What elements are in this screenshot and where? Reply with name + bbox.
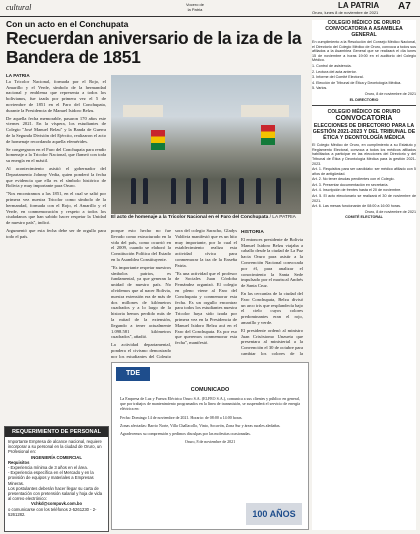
issue-date: Oruro, lunes 8 de noviembre de 2021 xyxy=(312,10,379,15)
article-column-4 xyxy=(241,228,303,358)
bolivian-flag xyxy=(261,125,275,145)
person-figure xyxy=(131,178,136,204)
ad-paragraph: Agradecemos su comprensión y pedimos disculpas por las molestias ocasionadas. xyxy=(120,431,251,437)
company-logo: TDE xyxy=(116,367,150,381)
article-paragraph: La Tricolor Nacional, formada por el Rojo, el Amarillo y el Verde, símbolo de la hermandad nacional y emblema que representa a todos los bolivianos, fue izada por primera vez el 5 de noviembre de 1851 en el Faro del Conchupata, durante la Presidencia de Manuel Isidoro Belzu. xyxy=(6,78,106,113)
article-paragraph: El presidente ordenó al ministro Juan Crisóstomo Unzueta que presentara al ministerial a la Convención el 30 de octubre para cambiar los colores de la xyxy=(241,327,303,356)
article-paragraph: porque esto hecho no fue llevado como estructurado en la vida del país, como ocurrió en el 2009, cuando se elaboró la Constitución Política del Estado en la Asamblea Constituyente. xyxy=(111,228,171,262)
requirement-item: - Experiencia mínima de 3 años en el área. xyxy=(8,465,88,471)
ad-body xyxy=(120,396,300,447)
notice-item: 5. Varios. xyxy=(312,86,328,91)
job-title: REQUERIMIENTO DE PERSONAL xyxy=(5,427,108,437)
job-requirement-box xyxy=(4,426,109,532)
byline: LA PATRIA xyxy=(6,73,30,78)
notice-item: Art. 2. No tener deudas pendientes con el Colegio. xyxy=(312,177,395,182)
person-figure xyxy=(143,178,148,204)
bolivian-flag xyxy=(151,130,165,150)
article-headline: Recuerdan aniversario de la iza de la Bandera de 1851 xyxy=(6,28,302,67)
article-column-2 xyxy=(111,228,171,358)
ad-paragraph: La Empresa de Luz y Fuerza Eléctrica Oruro S.A. (ELFEO S.A.), comunica a sus clientes y público en general, que por trabajos de mantenimiento programados en la línea de transmisión, se suspenderá el servicio de energía eléctrica en: xyxy=(120,396,300,412)
notice-item: 2. Lectura del acta anterior. xyxy=(312,69,357,74)
advertisement xyxy=(111,362,309,530)
section-subhead: HISTORIA xyxy=(241,230,264,235)
ad-title: COMUNICADO xyxy=(190,387,230,393)
header-tagline: Vocero de la Patria xyxy=(185,2,204,12)
notice-title: ELECCIONES DE DIRECTORIO PARA LA GESTIÓN 2021-2023 Y DEL TRIBUNAL DE ÉTICA Y DEONTOLOGÍA MÉDICA xyxy=(312,123,416,142)
article-paragraph: Argumentó que esta fecha debe ser de orgullo para todo el país. xyxy=(6,227,106,239)
page-number: A7 xyxy=(398,1,411,12)
article-paragraph: Se congregaron en el Faro del Conchupata para rendir homenaje a la Tricolor Nacional, que flameó con toda su energía en el mástil. xyxy=(6,146,106,164)
anniversary-badge: 100 AÑOS xyxy=(246,503,302,525)
article-column-1 xyxy=(6,73,106,423)
notice-item: Art. 6. Las mesas funcionarán de 08:00 a 16:00 horas. xyxy=(312,204,401,209)
article-paragraph: La actividad departamental, pondera el civismo demostrado por los estudiantes del Colegio xyxy=(111,342,171,358)
notice-item: Art. 3. Presentar documentación en secretaría. xyxy=(312,182,389,187)
notice-item: 4. Elección de Tribunal de Ética y Deontología Médica. xyxy=(312,80,402,85)
notice-heading: CONVOCATORIA xyxy=(335,115,393,123)
article-paragraph: El entonces presidente de Bolivia Manuel Isidoro Belzu viajaba a caballo desde la ciudad de La Paz hacia Oruro para asistir a la Convención Nacional convocada por él, para analizar el conocimiento la Santa Sede impulsado por el mariscal Andrés de Santa Cruz. xyxy=(241,236,303,289)
person-figure xyxy=(276,178,281,204)
divider xyxy=(312,105,416,106)
photo-tent xyxy=(241,105,289,117)
page-header xyxy=(0,0,420,17)
article-paragraph: "Es una actividad que el profesor de Sociales Juan Córdoba Fernández organizó. El colegio en pleno viene al Faro del Conchupata y conmemorar esta fecha. Es un orgullo encontrar para todos los estudiantes nuestra Tricolor haya sido izada por primera vez en la Presidencia de Manuel Isidoro Belzu acá en el Faro del Conchupata. Es por eso que queremos conmemorar esta fecha", manifestó. xyxy=(175,270,237,346)
notice-item: Art. 1. Requisitos para ser candidato: ser médico afiliado con 5 años de antigüedad. xyxy=(312,167,416,176)
notice-item: 1. Control de asistencia. xyxy=(312,63,352,68)
article-paragraph: "Nos encontramos a las 1851, en el cual se salió por primera vez nuestra Tricolor como símbolo de la hermandad, formada con el Rojo, el Amarillo y el Verde, en conmemoración y respeto a todos los ciudadanos que han sabido hacer respetar la Unidad de nuestro país", indicó. xyxy=(6,191,106,226)
person-figure xyxy=(221,178,226,204)
article-paragraph: "Es importante respetar nuestros símbolos patrios, es fundamental, ya que generan la unidad de nuestro país. No olvidemos que al nacer Bolivia, nuestra extensión era de más de dos millones de kilómetros cuadrados y a lo largo de la historia hemos perdido más de la mitad de la extensión, llegando a tener actualmente 1.098.581 kilómetros cuadrados", añadió. xyxy=(111,264,171,340)
job-body: Importante Empresa de alcance nacional, requiere incorporar a su personal en la ciudad de Oruro, un Profesional en: INGENIERÍA COMERCIAL Requisitos - Experiencia mínima de 3 años en el área. - Experiencia específica en el Mercado y en la provisión de equipos y materiales a Empresas Mineras. Los postulantes deberán hacer llegar su carta de presentación con pretensión salarial y hoja de vida al correo electrónico: Vchkd@compuvk.com.bo o comunicarse con los teléfonos 2-5261230 - 2-5261282. xyxy=(5,437,108,519)
contact-phones: o comunicarse con los teléfonos 2-5261230 - 2-5261282. xyxy=(8,506,97,517)
ad-paragraph: Fecha: Domingo 14 de noviembre de 2021. Horario: de 08:00 a 14:00 horas. xyxy=(120,414,243,420)
notice-org: COLEGIO MÉDICO DE ORURO xyxy=(327,20,401,26)
ad-paragraph: Zonas afectadas: Barrio Norte, Villa Challacollo, Vinto, Socavón, Zona Sur y áreas rurales aledañas. xyxy=(120,422,281,428)
notices-column xyxy=(312,20,416,530)
article-paragraph: Al acontecimiento asistió el gobernador del Departamento Johnny Vedia, quien ponderó la fecha que evidencia que ella es el símbolo histórico de Bolivia y muy importante para Oruro. xyxy=(6,165,106,189)
notice-org: COLEGIO MÉDICO DE ORURO xyxy=(327,109,401,116)
notice-title: CONVOCATORIA A ASAMBLEA GENERAL xyxy=(325,26,403,38)
notice-item: Art. 5. El acto eleccionario se realizará el 30 de noviembre de 2021. xyxy=(312,194,416,203)
ad-paragraph: Oruro, 8 de noviembre de 2021 xyxy=(184,439,236,445)
article-paragraph: sora del colegio Saracho, Gladys Valdivia manifestó que es un hito muy importante, por lo cual el establecimiento realiza esta actividad cívica para conmemorar la iza de la Enseña Patria. xyxy=(175,228,237,268)
notice-assembly: COLEGIO MÉDICO DE ORURO CONVOCATORIA A ASAMBLEA GENERAL En cumplimiento a la Resolución del Consejo Médico Nacional, el Directorio del Colegio Médico de Oruro, convoca a todos sus afiliados a la Asamblea General que se realizará el día lunes 15 de noviembre a horas 19:00 en el auditorio del Colegio Médico. 1. Control de asistencia. 2. Lectura del acta anterior. 3. Informe del Comité Electoral. 4. Elección de Tribunal de Ética y Deontología Médica. 5. Varios. Oruro, 8 de noviembre de 2021 EL DIRECTORIO xyxy=(312,20,416,102)
person-figure xyxy=(256,178,261,204)
article-paragraph: De aquella fecha memorable, pasaron 170 años este viernes 2021. En la víspera, los estudiantes de Colegio "José Manuel Belzu" y la Banda de Guerra de la Segunda División del Ejército, realizaron el acto de homenaje recordando aquella efemérides. xyxy=(6,115,106,144)
person-figure xyxy=(171,178,176,204)
person-figure xyxy=(239,178,244,204)
person-figure xyxy=(203,178,208,204)
article-paragraph: En las cercanías de la ciudad del Faro Conchupata, Belzu divisó un arco iris que resplandecía bajo el cielo cuyos colores predominantes eran el rojo, amarillo y verde. xyxy=(241,290,303,325)
notice-elections: COLEGIO MÉDICO DE ORURO CONVOCATORIA ELECCIONES DE DIRECTORIO PARA LA GESTIÓN 2021-2023 Y DEL TRIBUNAL DE ÉTICA Y DEONTOLOGÍA MÉDICA El Colegio Médico de Oruro, en cumplimiento a su Estatuto y Reglamento Electoral, convoca a todos los médicos afiliados habilitados a participar en las elecciones del Directorio y del Tribunal de Ética y Deontología Médica para la gestión 2021-2023. Art. 1. Requisitos para ser candidato: ser médico afiliado con 5 años de antigüedad. Art. 2. No tener deudas pendientes con el Colegio. Art. 3. Presentar documentación en secretaría. Art. 4. Inscripción de frentes hasta el 20 de noviembre. Art. 5. El acto eleccionario se realizará el 30 de noviembre de 2021. Art. 6. Las mesas funcionarán de 08:00 a 16:00 horas. Oruro, 8 de noviembre de 2021 COMITÉ ELECTORAL xyxy=(312,109,416,220)
photo-caption: El acto de homenaje a la Tricolor Nacional en el Faro del Conchupata / LA PATRIA xyxy=(111,215,296,220)
article-kicker: Con un acto en el Conchupata xyxy=(6,19,129,29)
article-photo xyxy=(111,75,301,214)
notice-item: Art. 4. Inscripción de frentes hasta el 20 de noviembre. xyxy=(312,188,402,193)
photo-tent xyxy=(123,105,163,117)
job-position: INGENIERÍA COMERCIAL xyxy=(31,454,82,460)
newspaper-name: LA PATRIA xyxy=(338,1,380,10)
section-name: cultural xyxy=(6,3,32,12)
requirements-label: Requisitos xyxy=(8,459,30,465)
person-figure xyxy=(186,178,191,204)
article-column-3 xyxy=(175,228,237,358)
contact-email[interactable]: Vchkd@compuvk.com.bo xyxy=(30,501,83,507)
notice-item: 3. Informe del Comité Electoral. xyxy=(312,75,364,80)
requirement-item: - Experiencia específica en el Mercado y en la provisión de equipos y materiales a Empresas Mineras. xyxy=(8,470,94,486)
